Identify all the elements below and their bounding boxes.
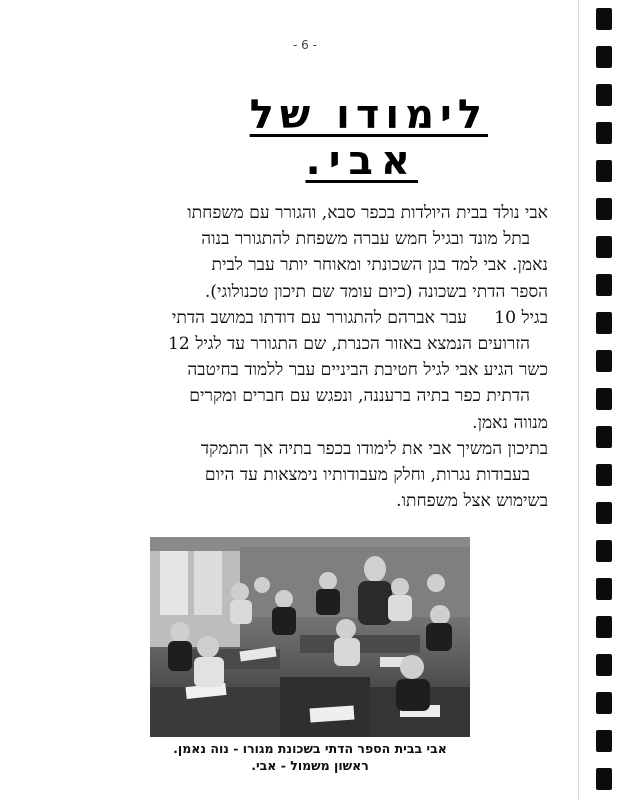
classroom-photo — [150, 537, 470, 737]
text-line: כשר הגיע אבי לגיל חטיבת הביניים עבר ללמוד בחיטבה — [187, 360, 548, 381]
page-title — [88, 92, 488, 184]
caption-line-2: ראשון משמול - אבי. — [251, 758, 369, 773]
text-line: נאמן. אבי למד בגן השכונתי ומאוחר יותר עבר לבית — [211, 255, 548, 276]
binding-ring — [596, 46, 612, 68]
binding-ring — [596, 654, 612, 676]
binding-ring — [596, 198, 612, 220]
binding-ring — [596, 464, 612, 486]
binding-ring — [596, 502, 612, 524]
spiral-binding — [594, 0, 618, 800]
text-line: הדתית כפר בתיה ברעננה, ונפגש עם חברים ומקרים — [189, 386, 530, 407]
text-line: בגיל 10 עבר אברהם להתגורר עם דודתו במושב הדתי — [171, 307, 548, 328]
photo-caption — [140, 740, 480, 774]
binding-ring — [596, 388, 612, 410]
title-line-2: אבי. — [305, 138, 418, 184]
caption-line-1: אבי בבית הספר הדתי בשכונת מגורו - נוה נאמן. — [173, 741, 447, 756]
binding-ring — [596, 730, 612, 752]
binding-ring — [596, 236, 612, 258]
binding-ring — [596, 426, 612, 448]
title-line-1: לימודו של — [249, 92, 488, 138]
binding-ring — [596, 350, 612, 372]
binding-ring — [596, 8, 612, 30]
body-text — [60, 200, 548, 514]
page-number: - 6 - — [293, 38, 317, 52]
binding-ring — [596, 274, 612, 296]
binding-ring — [596, 578, 612, 600]
text-line: מנווה נאמן. — [472, 412, 548, 433]
binding-ring — [596, 540, 612, 562]
text-line: בתיכון המשיך אבי את לימודו בכפר בתיה אך התמקד — [200, 438, 548, 459]
text-line: אבי נולד בבית היולדות בכפר סבא, והגורר עם משפחתו — [187, 203, 548, 223]
binding-ring — [596, 84, 612, 106]
classroom-photo-illustration — [150, 537, 470, 737]
text-line: הזרועים הנמצא באזור הכנרת, שם התגורר עד לגיל 12 — [167, 334, 530, 355]
binding-ring — [596, 122, 612, 144]
text-line: בתל מונד ובגיל חמש עברה משפחת להתגורר בנוה — [201, 229, 530, 250]
text-line: בעבודות נגרות, וחלק מעבודותיו נימצאות עד היום — [204, 465, 530, 486]
binding-ring — [596, 616, 612, 638]
text-line: הספר הדתי בשכונה (כיום עומד שם תיכון טכנולוגי). — [204, 281, 548, 302]
binding-ring — [596, 692, 612, 714]
binding-ring — [596, 768, 612, 790]
binding-ring — [596, 312, 612, 334]
page-edge — [578, 0, 579, 800]
text-line: בשימוש אצל משפחתו. — [396, 491, 548, 512]
binding-ring — [596, 160, 612, 182]
